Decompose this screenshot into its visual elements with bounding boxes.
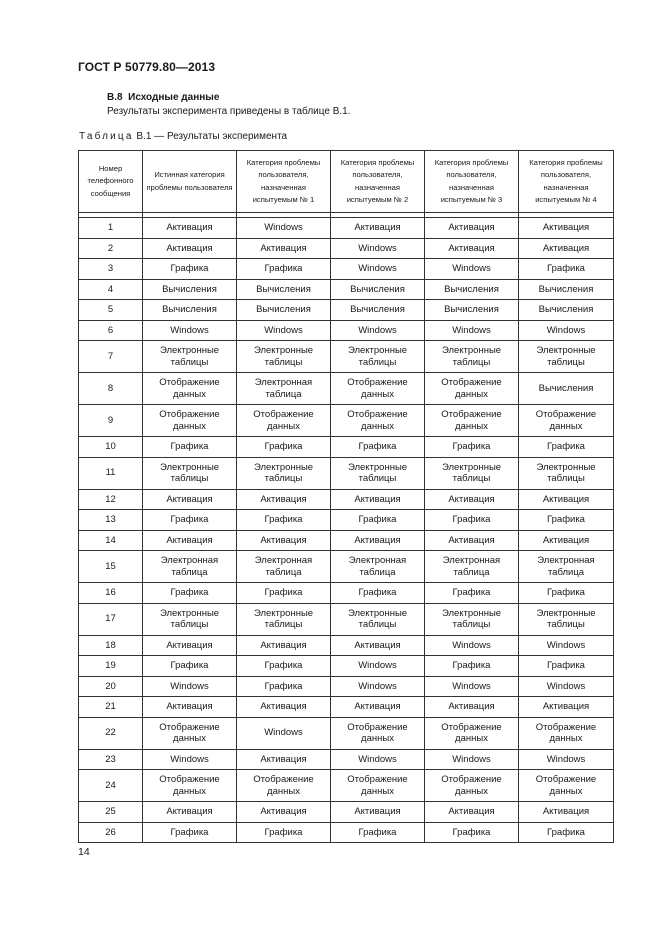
category-cell: Отображение данных (331, 717, 425, 749)
category-cell: Вычисления (519, 373, 614, 405)
table-header-row (79, 151, 614, 213)
category-cell: Вычисления (331, 279, 425, 300)
category-cell: Отображение данных (237, 770, 331, 802)
category-cell: Графика (331, 583, 425, 604)
category-cell: Электронные таблицы (425, 603, 519, 635)
message-number-cell: 22 (79, 717, 143, 749)
category-cell: Электронные таблицы (143, 341, 237, 373)
category-cell: Вычисления (237, 279, 331, 300)
category-cell: Активация (237, 489, 331, 510)
table-row (79, 279, 614, 300)
category-cell: Вычисления (519, 279, 614, 300)
category-cell: Windows (331, 656, 425, 677)
message-number-cell: 2 (79, 238, 143, 259)
category-cell: Графика (237, 510, 331, 531)
category-cell: Windows (331, 259, 425, 280)
category-cell: Активация (425, 530, 519, 551)
message-number-cell: 11 (79, 457, 143, 489)
message-number-cell: 18 (79, 635, 143, 656)
message-number-cell: 16 (79, 583, 143, 604)
category-cell: Отображение данных (331, 405, 425, 437)
category-cell: Электронные таблицы (519, 457, 614, 489)
category-cell: Активация (519, 697, 614, 718)
category-cell: Графика (519, 656, 614, 677)
category-cell: Графика (237, 822, 331, 843)
category-cell: Отображение данных (425, 373, 519, 405)
message-number-cell: 26 (79, 822, 143, 843)
category-cell: Электронные таблицы (519, 603, 614, 635)
category-cell: Вычисления (331, 300, 425, 321)
category-cell: Активация (143, 802, 237, 823)
category-cell: Графика (425, 437, 519, 458)
category-cell: Электронные таблицы (143, 603, 237, 635)
message-number-cell: 24 (79, 770, 143, 802)
category-cell: Активация (143, 697, 237, 718)
category-cell: Активация (143, 218, 237, 239)
category-cell: Электронные таблицы (331, 457, 425, 489)
category-cell: Вычисления (143, 300, 237, 321)
category-cell: Windows (519, 635, 614, 656)
category-cell: Активация (425, 489, 519, 510)
category-cell: Электронные таблицы (237, 457, 331, 489)
category-cell: Активация (331, 530, 425, 551)
category-cell: Активация (237, 802, 331, 823)
message-number-cell: 9 (79, 405, 143, 437)
category-cell: Отображение данных (143, 717, 237, 749)
column-header: Категория проблемы пользователя, назначенная испытуемым № 3 (425, 151, 519, 213)
category-cell: Отображение данных (425, 717, 519, 749)
category-cell: Активация (143, 238, 237, 259)
table-caption-word: Таблица (79, 131, 134, 142)
category-cell: Электронные таблицы (331, 341, 425, 373)
category-cell: Windows (331, 238, 425, 259)
category-cell: Отображение данных (143, 770, 237, 802)
category-cell: Активация (425, 238, 519, 259)
category-cell: Графика (143, 656, 237, 677)
category-cell: Активация (519, 218, 614, 239)
table-row (79, 697, 614, 718)
category-cell: Электронные таблицы (331, 603, 425, 635)
category-cell: Активация (143, 635, 237, 656)
category-cell: Графика (143, 437, 237, 458)
category-cell: Графика (143, 583, 237, 604)
message-number-cell: 1 (79, 218, 143, 239)
section-number: В.8 (107, 92, 123, 103)
category-cell: Windows (425, 749, 519, 770)
table-row (79, 510, 614, 531)
message-number-cell: 23 (79, 749, 143, 770)
category-cell: Активация (519, 802, 614, 823)
category-cell: Windows (331, 320, 425, 341)
category-cell: Активация (331, 489, 425, 510)
section-title: Исходные данные (128, 92, 220, 103)
category-cell: Графика (237, 656, 331, 677)
category-cell: Графика (237, 437, 331, 458)
category-cell: Графика (237, 583, 331, 604)
category-cell: Активация (331, 697, 425, 718)
column-header: Категория проблемы пользователя, назначенная испытуемым № 2 (331, 151, 425, 213)
category-cell: Графика (143, 259, 237, 280)
category-cell: Windows (143, 676, 237, 697)
category-cell: Отображение данных (331, 373, 425, 405)
message-number-cell: 13 (79, 510, 143, 531)
category-cell: Активация (331, 802, 425, 823)
message-number-cell: 17 (79, 603, 143, 635)
table-body (79, 213, 614, 843)
table-row (79, 259, 614, 280)
table-row (79, 405, 614, 437)
category-cell: Графика (519, 583, 614, 604)
category-cell: Windows (237, 320, 331, 341)
table-row (79, 676, 614, 697)
category-cell: Электронная таблица (237, 373, 331, 405)
table-caption-text: В.1 — Результаты эксперимента (136, 131, 288, 142)
table-row (79, 320, 614, 341)
category-cell: Графика (143, 510, 237, 531)
category-cell: Отображение данных (425, 770, 519, 802)
category-cell: Графика (425, 822, 519, 843)
table-row (79, 583, 614, 604)
message-number-cell: 10 (79, 437, 143, 458)
category-cell: Графика (425, 583, 519, 604)
category-cell: Графика (519, 822, 614, 843)
category-cell: Активация (143, 530, 237, 551)
category-cell: Windows (425, 320, 519, 341)
category-cell: Графика (519, 437, 614, 458)
category-cell: Электронная таблица (143, 551, 237, 583)
message-number-cell: 3 (79, 259, 143, 280)
message-number-cell: 12 (79, 489, 143, 510)
message-number-cell: 8 (79, 373, 143, 405)
table-row (79, 457, 614, 489)
category-cell: Windows (425, 676, 519, 697)
category-cell: Windows (425, 635, 519, 656)
category-cell: Windows (519, 676, 614, 697)
category-cell: Активация (331, 218, 425, 239)
column-header: Номер телефонного сообщения (79, 151, 143, 213)
category-cell: Электронные таблицы (237, 603, 331, 635)
message-number-cell: 15 (79, 551, 143, 583)
table-row (79, 238, 614, 259)
category-cell: Графика (519, 510, 614, 531)
category-cell: Активация (237, 530, 331, 551)
category-cell: Активация (425, 697, 519, 718)
category-cell: Windows (331, 749, 425, 770)
category-cell: Графика (331, 437, 425, 458)
table-row (79, 802, 614, 823)
category-cell: Электронная таблица (237, 551, 331, 583)
column-header: Категория проблемы пользователя, назначенная испытуемым № 4 (519, 151, 614, 213)
table-row (79, 635, 614, 656)
category-cell: Вычисления (425, 300, 519, 321)
category-cell: Электронные таблицы (519, 341, 614, 373)
category-cell: Электронные таблицы (143, 457, 237, 489)
category-cell: Активация (519, 238, 614, 259)
category-cell: Отображение данных (143, 373, 237, 405)
category-cell: Отображение данных (331, 770, 425, 802)
message-number-cell: 21 (79, 697, 143, 718)
category-cell: Вычисления (425, 279, 519, 300)
category-cell: Отображение данных (519, 770, 614, 802)
category-cell: Вычисления (519, 300, 614, 321)
category-cell: Графика (143, 822, 237, 843)
table-row (79, 656, 614, 677)
message-number-cell: 7 (79, 341, 143, 373)
table-row (79, 603, 614, 635)
table-row (79, 717, 614, 749)
category-cell: Отображение данных (237, 405, 331, 437)
category-cell: Электронные таблицы (237, 341, 331, 373)
message-number-cell: 19 (79, 656, 143, 677)
category-cell: Windows (237, 717, 331, 749)
message-number-cell: 14 (79, 530, 143, 551)
category-cell: Активация (425, 218, 519, 239)
category-cell: Активация (237, 697, 331, 718)
table-caption (79, 131, 287, 142)
category-cell: Графика (519, 259, 614, 280)
table-row (79, 300, 614, 321)
category-cell: Активация (519, 530, 614, 551)
document-header: ГОСТ Р 50779.80—2013 (78, 60, 216, 74)
category-cell: Активация (237, 635, 331, 656)
table-row (79, 341, 614, 373)
category-cell: Активация (425, 802, 519, 823)
category-cell: Windows (519, 749, 614, 770)
category-cell: Отображение данных (519, 717, 614, 749)
table-row (79, 373, 614, 405)
column-header: Истинная категория проблемы пользователя (143, 151, 237, 213)
table-row (79, 749, 614, 770)
results-table (78, 150, 614, 843)
category-cell: Отображение данных (425, 405, 519, 437)
message-number-cell: 6 (79, 320, 143, 341)
category-cell: Активация (237, 749, 331, 770)
page-number: 14 (78, 846, 90, 858)
section-text: Результаты эксперимента приведены в таблице В.1. (107, 106, 351, 117)
table-row (79, 437, 614, 458)
category-cell: Электронная таблица (425, 551, 519, 583)
category-cell: Вычисления (143, 279, 237, 300)
table-row (79, 218, 614, 239)
table-row (79, 551, 614, 583)
category-cell: Windows (425, 259, 519, 280)
category-cell: Отображение данных (519, 405, 614, 437)
category-cell: Электронная таблица (519, 551, 614, 583)
message-number-cell: 20 (79, 676, 143, 697)
table-row (79, 530, 614, 551)
category-cell: Графика (331, 822, 425, 843)
category-cell: Windows (519, 320, 614, 341)
category-cell: Графика (237, 259, 331, 280)
category-cell: Графика (331, 510, 425, 531)
category-cell: Графика (425, 656, 519, 677)
section-heading (107, 92, 219, 103)
column-header: Категория проблемы пользователя, назначенная испытуемым № 1 (237, 151, 331, 213)
category-cell: Графика (237, 676, 331, 697)
category-cell: Активация (519, 489, 614, 510)
message-number-cell: 25 (79, 802, 143, 823)
category-cell: Электронные таблицы (425, 341, 519, 373)
category-cell: Электронная таблица (331, 551, 425, 583)
category-cell: Отображение данных (143, 405, 237, 437)
category-cell: Windows (237, 218, 331, 239)
category-cell: Windows (143, 320, 237, 341)
message-number-cell: 4 (79, 279, 143, 300)
category-cell: Графика (425, 510, 519, 531)
category-cell: Windows (331, 676, 425, 697)
category-cell: Активация (331, 635, 425, 656)
category-cell: Вычисления (237, 300, 331, 321)
category-cell: Электронные таблицы (425, 457, 519, 489)
table-row (79, 489, 614, 510)
table-row (79, 770, 614, 802)
message-number-cell: 5 (79, 300, 143, 321)
category-cell: Активация (237, 238, 331, 259)
category-cell: Windows (143, 749, 237, 770)
category-cell: Активация (143, 489, 237, 510)
table-row (79, 822, 614, 843)
